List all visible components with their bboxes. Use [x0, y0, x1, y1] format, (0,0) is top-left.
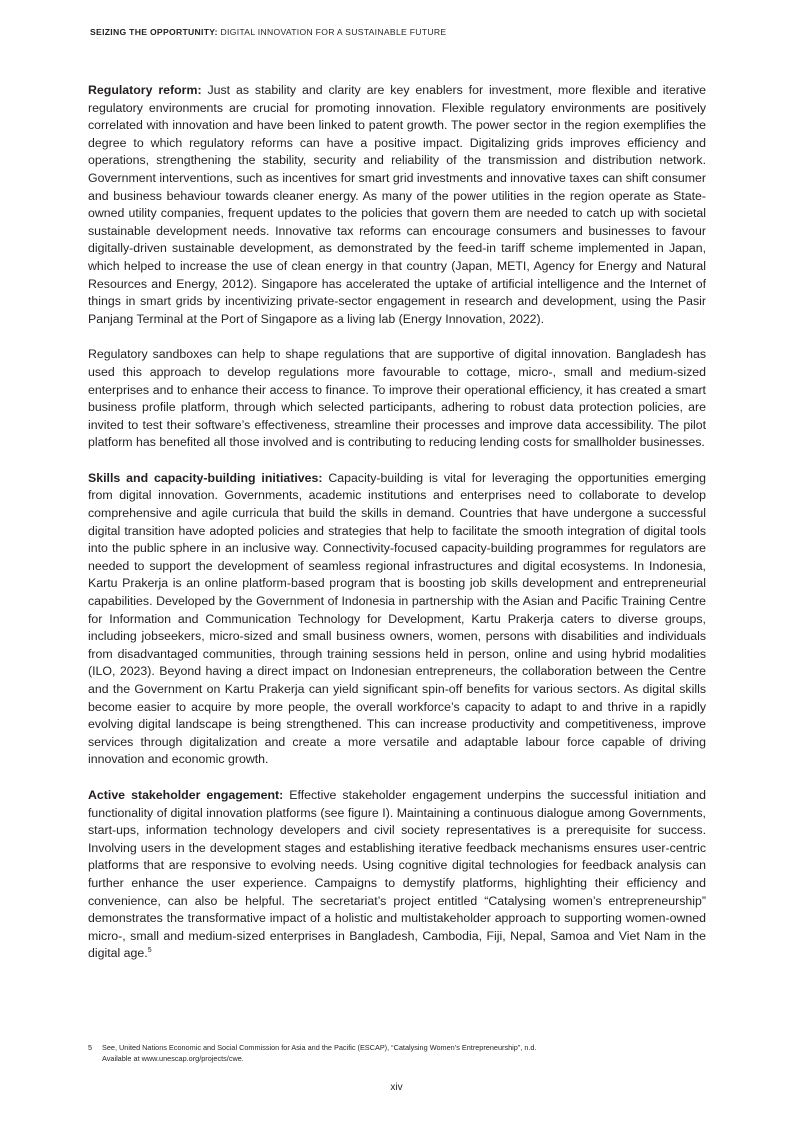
paragraph-regulatory-reform [88, 82, 706, 328]
paragraph-skills-capacity-building [88, 470, 706, 769]
paragraph-text: Effective stakeholder engagement underpins the successful initiation and functionality of digital innovation platforms (see figure I). Maintaining a continuous dialogue among Governments, start-ups, information technology developers and civil society representatives is a prerequisite for success. Involving users in the development stages and establishing iterative feedback mechanisms ensures user-centric platforms that are responsive to evolving needs. Using cognitive digital technologies for feedback analysis can further enhance the user experience. Campaigns to demystify platforms, highlighting their efficiency and convenience, can also be helpful. The secretariat’s project entitled “Catalysing women’s entrepreneurship” demonstrates the transformative impact of a holistic and multistakeholder approach to supporting women-owned micro-, small and medium-sized enterprises in Bangladesh, Cambodia, Fiji, Nepal, Samoa and Viet Nam in the digital age. [88, 787, 706, 961]
paragraph-heading: Active stakeholder engagement: [88, 787, 284, 802]
running-header-rest: DIGITAL INNOVATION FOR A SUSTAINABLE FUTURE [217, 27, 447, 37]
running-header-bold: SEIZING THE OPPORTUNITY: [90, 27, 218, 37]
running-header [90, 27, 446, 37]
footnote-line: Available at www.unescap.org/projects/cwe. [102, 1054, 244, 1063]
paragraph-text: Capacity-building is vital for leveraging the opportunities emerging from digital innovation. Governments, academic institutions and enterprises need to collaborate to develop comprehensive and agile curricula that build the skills in demand. Countries that have undergone a successful digital transition have adopted policies and strategies that help to facilitate the smooth integration of digital tools into the public sphere in an inclusive way. Connectivity-focused capacity-building programmes for regulators are needed to support the development of seamless regional infrastructures and digital ecosystems. In Indonesia, Kartu Prakerja is an online platform-based program that is boosting job skills development and entrepreneurial capabilities. Developed by the Government of Indonesia in partnership with the Asian and Pacific Training Centre for Information and Communication Technology for Development, Kartu Prakerja caters to diverse groups, including jobseekers, micro-sized and small business owners, women, persons with disabilities and individuals from disadvantaged communities, through training sessions held in person, online and using hybrid modalities (ILO, 2023). Beyond having a direct impact on Indonesian entrepreneurs, the collaboration between the Centre and the Government on Kartu Prakerja can yield significant spin-off benefits for various sectors. As digital skills become easier to acquire by more people, the overall workforce’s capacity to adapt to and thrive in a rapidly evolving digital landscape is being strengthened. This can increase productivity and competitiveness, improve services through digitalization and create a more versatile and adaptable labour force capable of driving innovation and economic growth. [88, 470, 706, 767]
page-number: xiv [390, 1082, 403, 1093]
footnote-reference[interactable]: 5 [147, 947, 152, 955]
paragraph-heading: Skills and capacity-building initiatives: [88, 470, 323, 485]
paragraph-heading: Regulatory reform: [88, 83, 202, 97]
paragraph-text: Just as stability and clarity are key enablers for investment, more flexible and iterative regulatory environments are crucial for promoting innovation. Flexible regulatory environments are positively correlated with innovation and have been linked to patent growth. The power sector in the region exemplifies the degree to which regulatory reforms can have a positive impact. Digitalizing grids improves efficiency and operations, strengthening the stability, security and reliability of the transmission and distribution network. Government interventions, such as incentives for smart grid investments and innovative taxes can shift consumer and business behaviour towards cleaner energy. As many of the power utilities in the region operate as State-owned utility companies, frequent updates to the policies that govern them are needed to catch up with societal sustainable development needs. Innovative tax reforms can encourage consumers and businesses to favour digitally-driven sustainable development, as demonstrated by the feed-in tariff scheme implemented in Japan, which helped to increase the use of clean energy in that country (Japan, METI, Agency for Energy and Natural Resources and Energy, 2012). Singapore has accelerated the uptake of artificial intelligence and the Internet of things in smart grids by incentivizing private-sector engagement in research and development, using the Pasir Panjang Terminal at the Port of Singapore as a living lab (Energy Innovation, 2022). [88, 83, 706, 326]
body-text [88, 82, 706, 981]
footnote-line: See, United Nations Economic and Social Commission for Asia and the Pacific (ESCAP), “Catalysing Women’s Entrepreneurship”, n.d. [102, 1043, 537, 1052]
footnote-number: 5 [88, 1043, 93, 1052]
paragraph-stakeholder-engagement [88, 787, 706, 963]
footnote [88, 1042, 706, 1064]
paragraph-text: Regulatory sandboxes can help to shape regulations that are supportive of digital innovation. Bangladesh has used this approach to develop regulations more favourable to cottage, micro-, small and medium-sized enterprises and to enhance their access to finance. To improve their operational efficiency, it has created a smart business profile platform, through which selected participants, adhering to robust data protection policies, are invited to test their software’s effectiveness, streamline their processes and improve data accessibility. The pilot platform has benefited all those involved and is contributing to reducing lending costs for smallholder businesses. [88, 347, 706, 450]
paragraph-regulatory-sandboxes [88, 346, 706, 452]
